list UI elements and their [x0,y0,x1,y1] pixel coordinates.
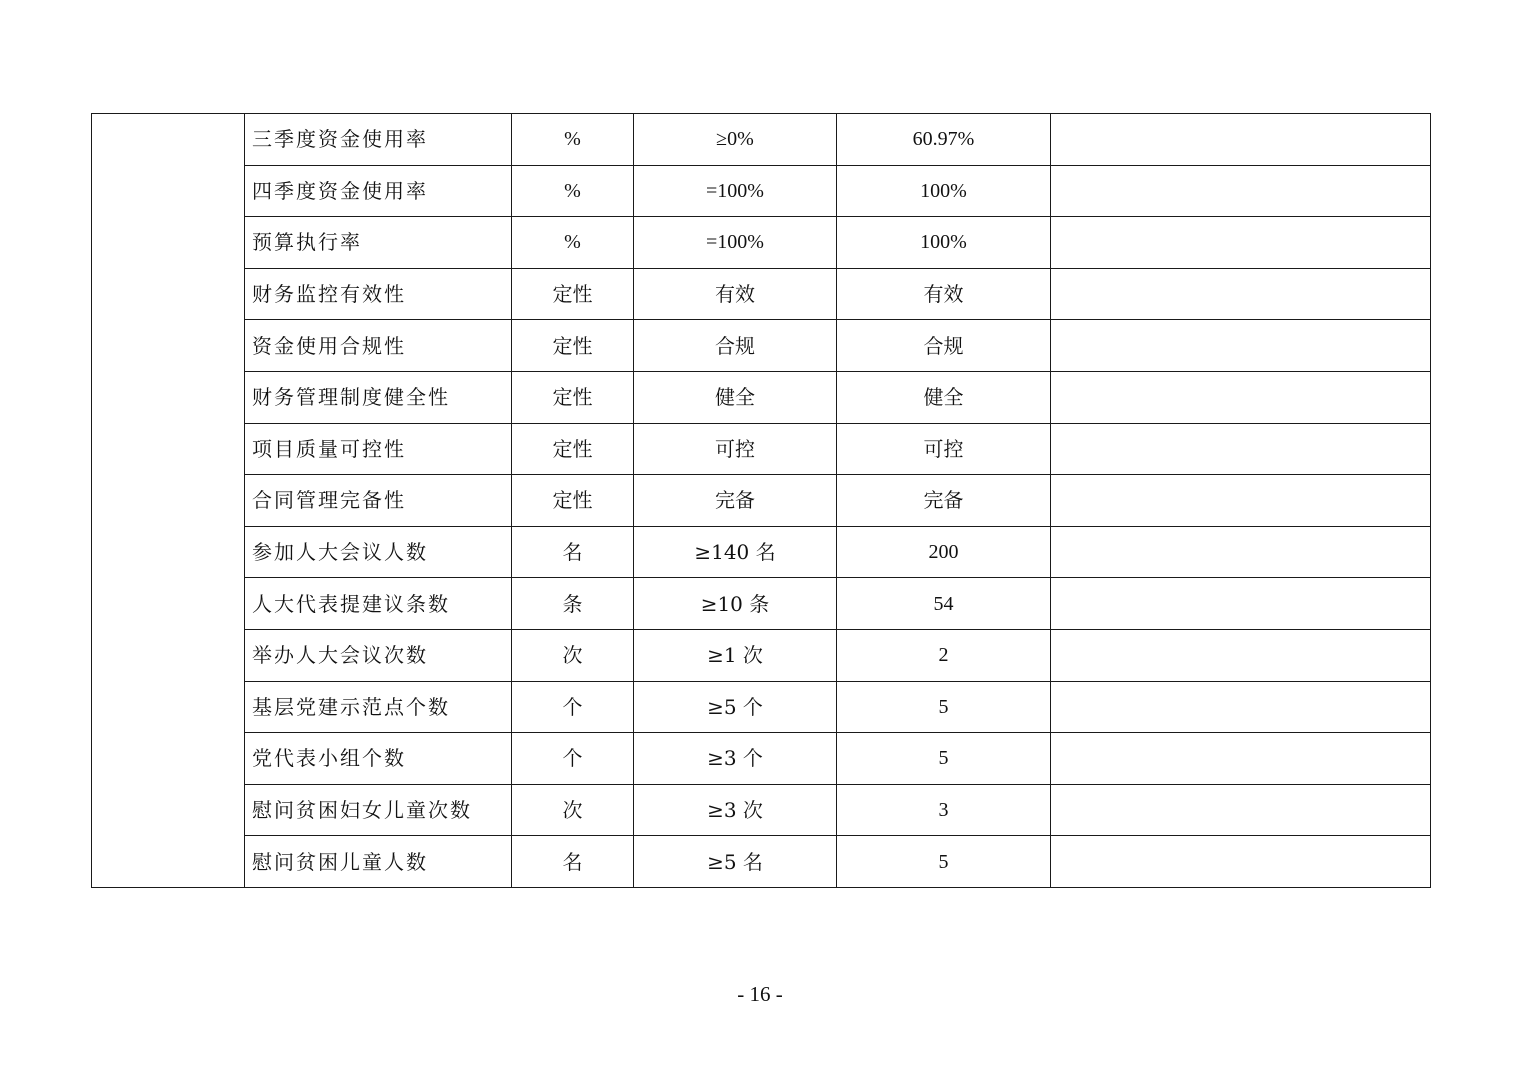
table-row [92,836,1431,888]
table-row [92,629,1431,681]
unit-cell: 次 [512,629,634,681]
actual-value-cell: 5 [837,836,1051,888]
note-cell [1051,268,1431,320]
table-row [92,217,1431,269]
actual-value-cell: 完备 [837,475,1051,527]
indicator-cell: 财务监控有效性 [245,268,512,320]
table-row [92,423,1431,475]
target-value-cell: 健全 [634,371,837,423]
unit-cell: 定性 [512,268,634,320]
target-value-cell: 合规 [634,320,837,372]
unit-cell: 条 [512,578,634,630]
indicator-cell: 预算执行率 [245,217,512,269]
indicator-cell: 党代表小组个数 [245,733,512,785]
indicator-cell: 四季度资金使用率 [245,165,512,217]
actual-value-cell: 2 [837,629,1051,681]
target-value-cell: ≥140 名 [634,526,837,578]
unit-cell: 定性 [512,423,634,475]
indicator-cell: 慰问贫困儿童人数 [245,836,512,888]
note-cell [1051,526,1431,578]
note-cell [1051,629,1431,681]
actual-value-cell: 5 [837,681,1051,733]
indicator-cell: 合同管理完备性 [245,475,512,527]
actual-value-cell: 5 [837,733,1051,785]
unit-cell: 定性 [512,320,634,372]
table-row [92,784,1431,836]
unit-cell: 名 [512,836,634,888]
unit-cell: 定性 [512,475,634,527]
actual-value-cell: 有效 [837,268,1051,320]
unit-cell: % [512,165,634,217]
target-value-cell: ≥5 个 [634,681,837,733]
target-value-cell: ≥5 名 [634,836,837,888]
actual-value-cell: 100% [837,217,1051,269]
note-cell [1051,784,1431,836]
target-value-cell: ≥3 个 [634,733,837,785]
table-row [92,475,1431,527]
indicator-cell: 慰问贫困妇女儿童次数 [245,784,512,836]
unit-cell: % [512,114,634,166]
target-value-cell: ≥0% [634,114,837,166]
actual-value-cell: 60.97% [837,114,1051,166]
actual-value-cell: 可控 [837,423,1051,475]
unit-cell: 次 [512,784,634,836]
note-cell [1051,681,1431,733]
indicator-cell: 举办人大会议次数 [245,629,512,681]
actual-value-cell: 3 [837,784,1051,836]
note-cell [1051,217,1431,269]
unit-cell: 个 [512,733,634,785]
actual-value-cell: 合规 [837,320,1051,372]
table-row [92,526,1431,578]
target-value-cell: =100% [634,165,837,217]
target-value-cell: 完备 [634,475,837,527]
unit-cell: 名 [512,526,634,578]
target-value-cell: 有效 [634,268,837,320]
note-cell [1051,423,1431,475]
actual-value-cell: 54 [837,578,1051,630]
table-row [92,114,1431,166]
target-value-cell: 可控 [634,423,837,475]
table-row [92,733,1431,785]
actual-value-cell: 200 [837,526,1051,578]
note-cell [1051,733,1431,785]
category-cell [92,114,245,888]
note-cell [1051,320,1431,372]
table-row [92,165,1431,217]
table-body [92,114,1431,888]
target-value-cell: ≥3 次 [634,784,837,836]
note-cell [1051,371,1431,423]
table-row [92,320,1431,372]
note-cell [1051,475,1431,527]
table-row [92,578,1431,630]
unit-cell: % [512,217,634,269]
note-cell [1051,165,1431,217]
indicator-cell: 财务管理制度健全性 [245,371,512,423]
indicator-cell: 参加人大会议人数 [245,526,512,578]
note-cell [1051,114,1431,166]
target-value-cell: =100% [634,217,837,269]
unit-cell: 定性 [512,371,634,423]
indicator-cell: 基层党建示范点个数 [245,681,512,733]
unit-cell: 个 [512,681,634,733]
target-value-cell: ≥1 次 [634,629,837,681]
table-row [92,268,1431,320]
actual-value-cell: 100% [837,165,1051,217]
indicator-cell: 资金使用合规性 [245,320,512,372]
indicator-cell: 三季度资金使用率 [245,114,512,166]
target-value-cell: ≥10 条 [634,578,837,630]
note-cell [1051,578,1431,630]
note-cell [1051,836,1431,888]
indicator-cell: 项目质量可控性 [245,423,512,475]
indicator-cell: 人大代表提建议条数 [245,578,512,630]
table-row [92,681,1431,733]
performance-indicator-table [91,113,1431,888]
table-row [92,371,1431,423]
actual-value-cell: 健全 [837,371,1051,423]
page-number: - 16 - [737,982,783,1006]
